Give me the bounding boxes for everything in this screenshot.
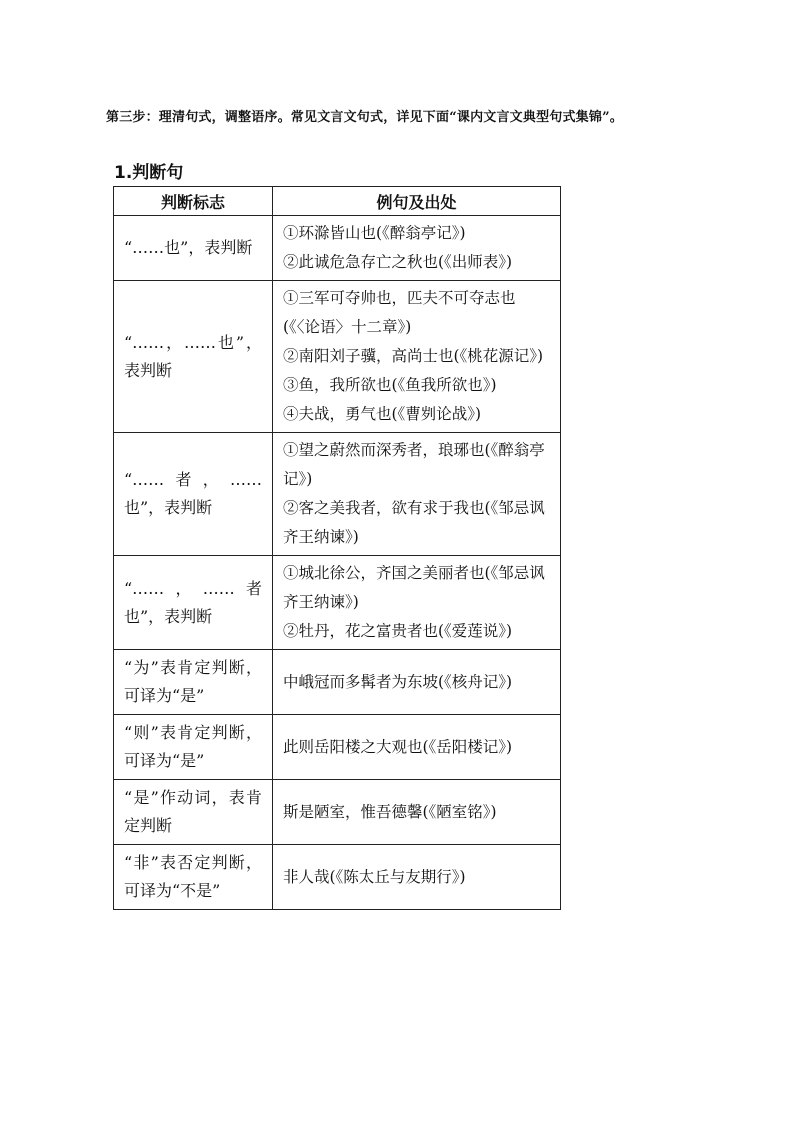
example-line: ④夫战，勇气也(《曹刿论战》) [283,405,482,423]
marker-cell: “……，……者也”，表判断 [114,556,273,650]
column-header: 例句及出处 [273,187,561,216]
example-line: ①望之蔚然而深秀者，琅琊也(《醉翁亭记》) [283,441,545,488]
column-header: 判断标志 [114,187,273,216]
examples-cell [273,845,561,910]
judgment-sentence-table [113,186,561,910]
table-header-row [114,187,561,216]
table-row [114,433,561,556]
table-row [114,780,561,845]
example-line: ②南阳刘子骥，高尚士也(《桃花源记》) [283,347,544,365]
marker-cell: “……也”，表判断 [114,216,273,281]
marker-cell: “是”作动词，表肯定判断 [114,780,273,845]
example-line: ②客之美我者，欲有求于我也(《邹忌讽齐王纳谏》) [283,499,545,546]
marker-cell: “则”表肯定判断，可译为“是” [114,715,273,780]
examples-cell [273,780,561,845]
examples-cell [273,216,561,281]
examples-cell [273,556,561,650]
example-line: 斯是陋室，惟吾德馨(《陋室铭》) [283,802,497,821]
example-line: ①城北徐公，齐国之美丽者也(《邹忌讽齐王纳谏》) [283,564,545,611]
example-line: 此则岳阳楼之大观也(《岳阳楼记》) [283,737,513,756]
example-line: ②此诚危急存亡之秋也(《出师表》) [283,253,513,271]
example-line: 非人哉(《陈太丘与友期行》) [283,867,466,886]
examples-cell [273,281,561,433]
example-line: ①三军可夺帅也，匹夫不可夺志也(《〈论语〉十二章》) [283,289,516,336]
marker-cell: “……，……也”，表判断 [114,281,273,433]
table-row [114,845,561,910]
examples-cell [273,715,561,780]
example-line: ①环滁皆山也(《醉翁亭记》) [283,224,466,242]
examples-cell [273,650,561,715]
table-row [114,216,561,281]
marker-cell: “非”表否定判断，可译为“不是” [114,845,273,910]
table-row [114,281,561,433]
table-row [114,715,561,780]
example-line: ②牡丹，花之富贵者也(《爱莲说》) [283,622,513,640]
section-title: 1.判断句 [114,163,184,183]
intro-paragraph: 第三步：理清句式，调整语序。常见文言文句式，详见下面“课内文言文典型句式集锦”。 [106,110,623,125]
examples-cell [273,433,561,556]
example-line: ③鱼，我所欲也(《鱼我所欲也》) [283,376,497,394]
example-line: 中峨冠而多髯者为东坡(《核舟记》) [283,672,513,691]
table-row [114,556,561,650]
table-row [114,650,561,715]
marker-cell: “……者，……也”，表判断 [114,433,273,556]
marker-cell: “为”表肯定判断，可译为“是” [114,650,273,715]
